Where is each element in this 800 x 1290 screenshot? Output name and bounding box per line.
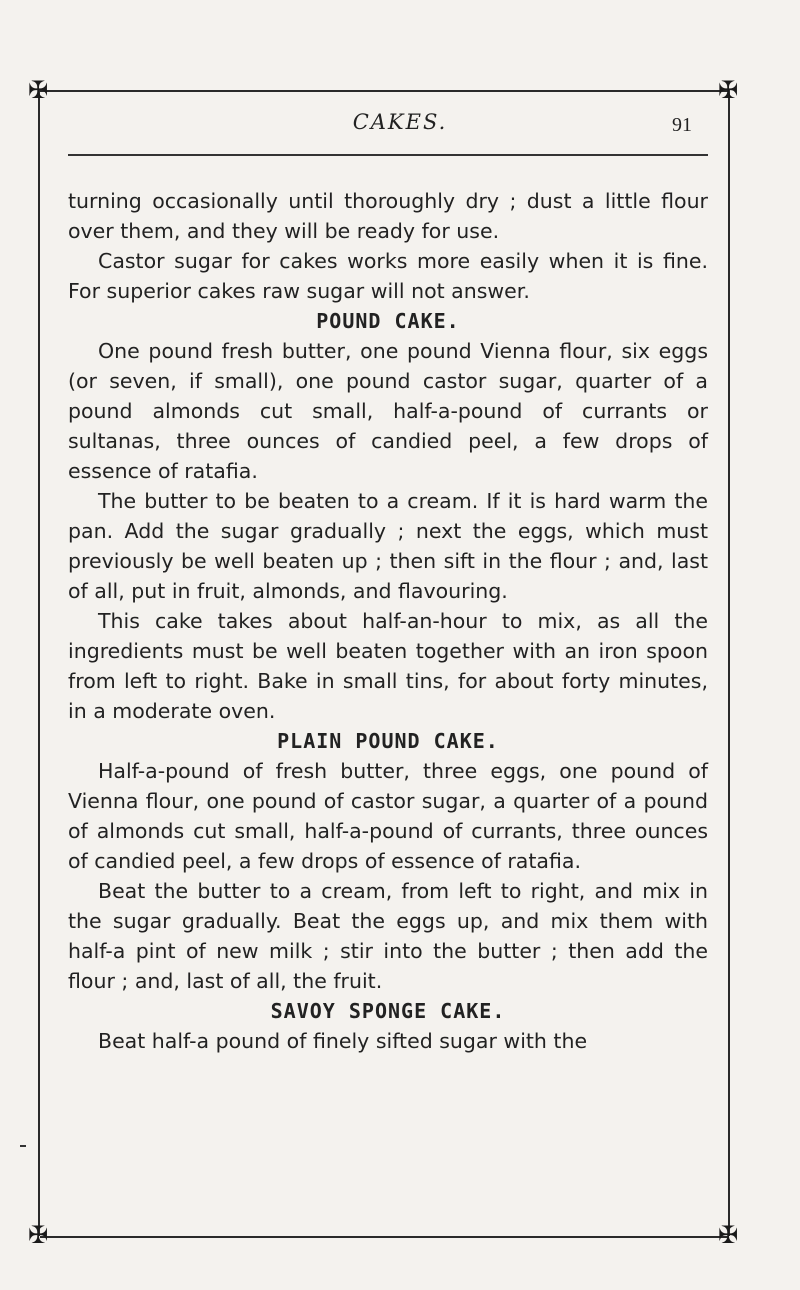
paragraph: Castor sugar for cakes works more easily when it is fine. For superior cakes raw sugar will not answer. <box>68 249 708 303</box>
section-heading: SAVOY SPONGE CAKE. <box>270 999 506 1023</box>
paragraph: One pound fresh butter, one pound Vienna flour, six eggs (or seven, if small), one pound castor sugar, quarter of a pound almonds cut small, half-a-pound of currants or sultanas, three ounces of candied peel, a few drops of essence of ratafia. <box>68 339 708 483</box>
margin-mark <box>20 1145 26 1147</box>
paragraph: turning occasionally until thoroughly dry ; dust a little flour over them, and they will be ready for use. <box>68 189 708 243</box>
paragraph: The butter to be beaten to a cream. If it is hard warm the pan. Add the sugar gradually ; next the eggs, which must previously be well beaten up ; then sift in the flour ; and, last of all, put in fruit, almonds, and flavouring. <box>68 489 708 603</box>
frame-right-rule <box>728 90 730 1236</box>
frame-left-rule <box>38 90 40 1236</box>
page-number: 91 <box>672 114 692 136</box>
paragraph: Beat the butter to a cream, from left to right, and mix in the sugar gradually. Beat the eggs up, and mix them with half-a pint of new milk ; stir into the butter ; then add the flour ; and, last of all, the fruit. <box>68 879 708 993</box>
frame-top-rule <box>40 90 728 92</box>
frame-bottom-rule <box>40 1236 728 1238</box>
corner-cross-icon: ✠ <box>28 1221 49 1249</box>
section-heading: POUND CAKE. <box>316 309 460 333</box>
running-head: CAKES. <box>352 110 448 134</box>
corner-cross-icon: ✠ <box>718 1221 739 1249</box>
corner-cross-icon: ✠ <box>718 76 739 104</box>
paragraph: This cake takes about half-an-hour to mix, as all the ingredients must be well beaten together with an iron spoon from left to right. Bake in small tins, for about forty minutes, in a moderate oven. <box>68 609 708 723</box>
paragraph: Beat half-a pound of finely sifted sugar with the <box>98 1029 588 1053</box>
corner-cross-icon: ✠ <box>28 76 49 104</box>
body-text <box>68 186 708 1056</box>
paragraph: Half-a-pound of fresh butter, three eggs, one pound of Vienna flour, one pound of castor sugar, a quarter of a pound of almonds cut small, half-a-pound of currants, three ounces of candied peel, a few drops of essence of ratafia. <box>68 759 708 873</box>
section-heading: PLAIN POUND CAKE. <box>277 729 499 753</box>
header-rule <box>68 154 708 156</box>
